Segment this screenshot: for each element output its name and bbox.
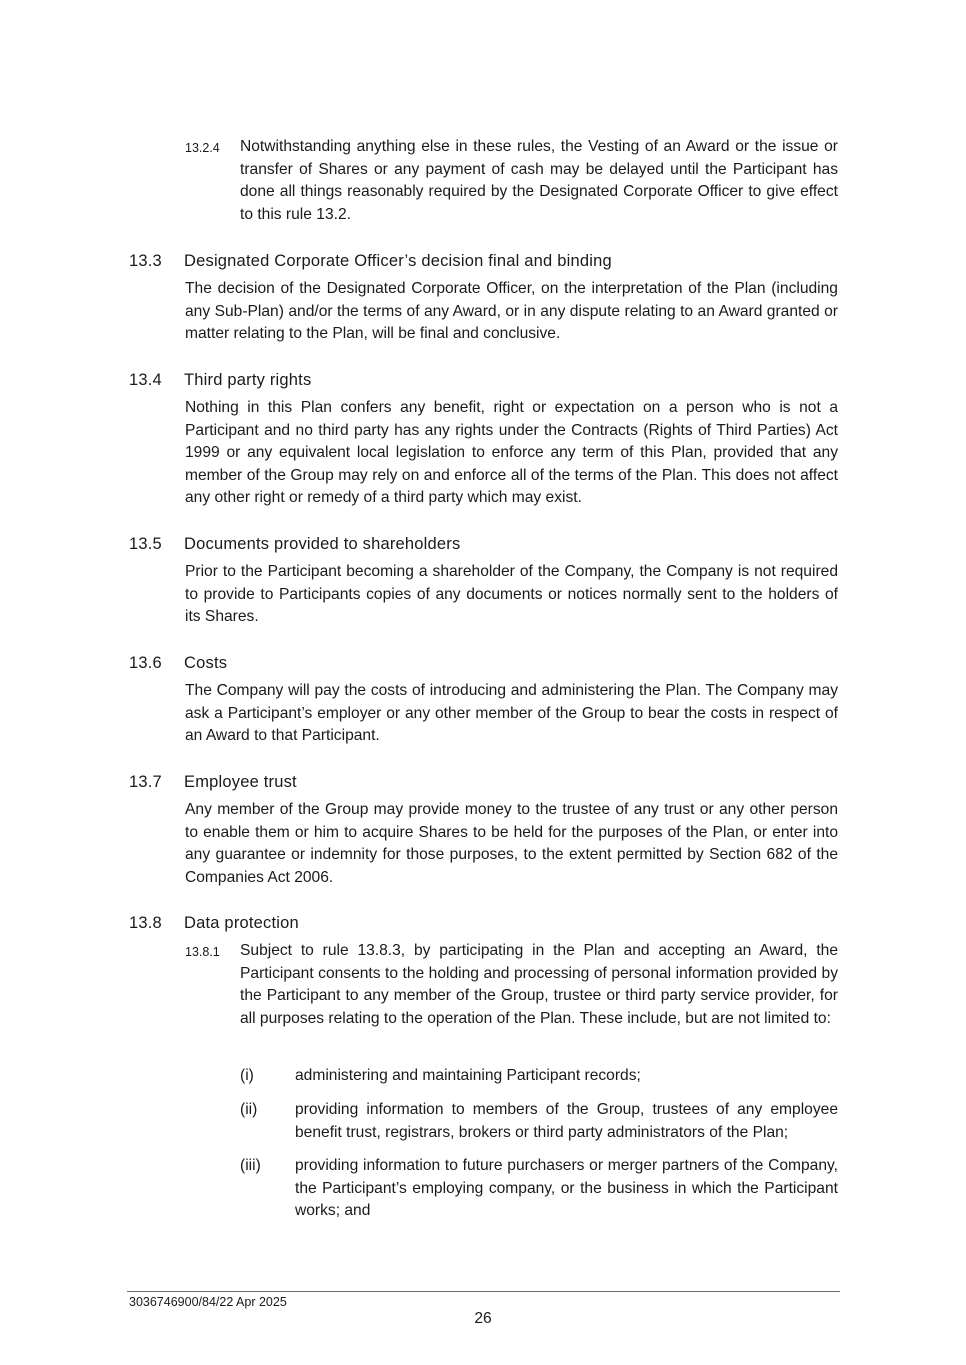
list-item [240, 1065, 838, 1088]
section-body-13-4: Nothing in this Plan confers any benefit, right or expectation on a person who is not a Participant and no third party has any rights under the Contracts (Rights of Third Parties) Act 1999 or any equivalent local legislation to enforce any term of this Plan, provided that any member of the Group may rely on and enforce all of the terms of the Plan. This does not affect any other right or remedy of a third party which may exist. [185, 399, 838, 506]
section-heading-13-6 [129, 652, 227, 674]
section-title: Costs [184, 654, 228, 672]
section-heading-13-4 [129, 369, 311, 391]
section-title: Designated Corporate Officer’s decision final and binding [184, 252, 612, 270]
section-body-13-3: The decision of the Designated Corporate Officer, on the interpretation of the Plan (including any Sub-Plan) and/or the terms of any Award, or in any dispute relating to an Award granted or matter relating to the Plan, will be final and conclusive. [185, 280, 838, 342]
section-heading-13-7 [129, 771, 297, 793]
clause-text: Subject to rule 13.8.3, by participating in the Plan and accepting an Award, the Participant consents to the holding and processing of personal information provided by the Participant to any member of the Group, trustee or third party service provider, for all purposes relating to the operation of the Plan. These include, but are not limited to: [240, 942, 838, 1027]
section-body-13-6: The Company will pay the costs of introducing and administering the Plan. The Company may ask a Participant’s employer or any other member of the Group to bear the costs in respect of an Award to that Participant. [185, 682, 838, 744]
section-title: Data protection [184, 914, 299, 932]
section-title: Documents provided to shareholders [184, 535, 461, 553]
list-item-number: (ii) [240, 1101, 258, 1118]
clause-number: 13.8.1 [185, 945, 220, 959]
clause-13-8-1 [185, 940, 838, 1030]
section-body-13-7: Any member of the Group may provide money to the trustee of any trust or any other person to enable them or him to acquire Shares to be held for the purposes of the Plan, or enter into any guarantee or indemnity for those purposes, to the extent permitted by Section 682 of the Companies Act 2006. [185, 801, 838, 886]
section-heading-13-3 [129, 250, 612, 272]
list-item [240, 1155, 838, 1223]
document-reference: 3036746900/84/22 Apr 2025 [129, 1295, 287, 1309]
list-item-number: (i) [240, 1067, 254, 1084]
section-number: 13.5 [129, 535, 162, 553]
clause-text: Notwithstanding anything else in these rules, the Vesting of an Award or the issue or transfer of Shares or any payment of cash may be delayed until the Participant has done all things reasonably required by the Designated Corporate Officer to give effect to this rule 13.2. [240, 138, 838, 223]
clause-13-2-4 [185, 136, 838, 226]
list-item-number: (iii) [240, 1157, 261, 1174]
list-item-text: providing information to members of the Group, trustees of any employee benefit trust, registrars, brokers or third party administrators of the Plan; [295, 1101, 838, 1141]
section-number: 13.4 [129, 371, 162, 389]
footer-divider [127, 1291, 840, 1292]
section-number: 13.8 [129, 914, 162, 932]
list-item-text: administering and maintaining Participant records; [295, 1067, 641, 1084]
section-heading-13-8 [129, 912, 299, 934]
section-title: Employee trust [184, 773, 297, 791]
page-number: 26 [474, 1310, 492, 1327]
section-title: Third party rights [184, 371, 312, 389]
section-number: 13.6 [129, 654, 162, 672]
list-item-text: providing information to future purchasers or merger partners of the Company, the Participant’s employing company, or the business in which the Participant works; and [295, 1157, 838, 1219]
clause-number: 13.2.4 [185, 141, 220, 155]
section-heading-13-5 [129, 533, 460, 555]
section-body-13-5: Prior to the Participant becoming a shareholder of the Company, the Company is not required to provide to Participants copies of any documents or notices normally sent to the holders of its Shares. [185, 563, 838, 625]
section-number: 13.3 [129, 252, 162, 270]
list-item [240, 1099, 838, 1144]
section-number: 13.7 [129, 773, 162, 791]
